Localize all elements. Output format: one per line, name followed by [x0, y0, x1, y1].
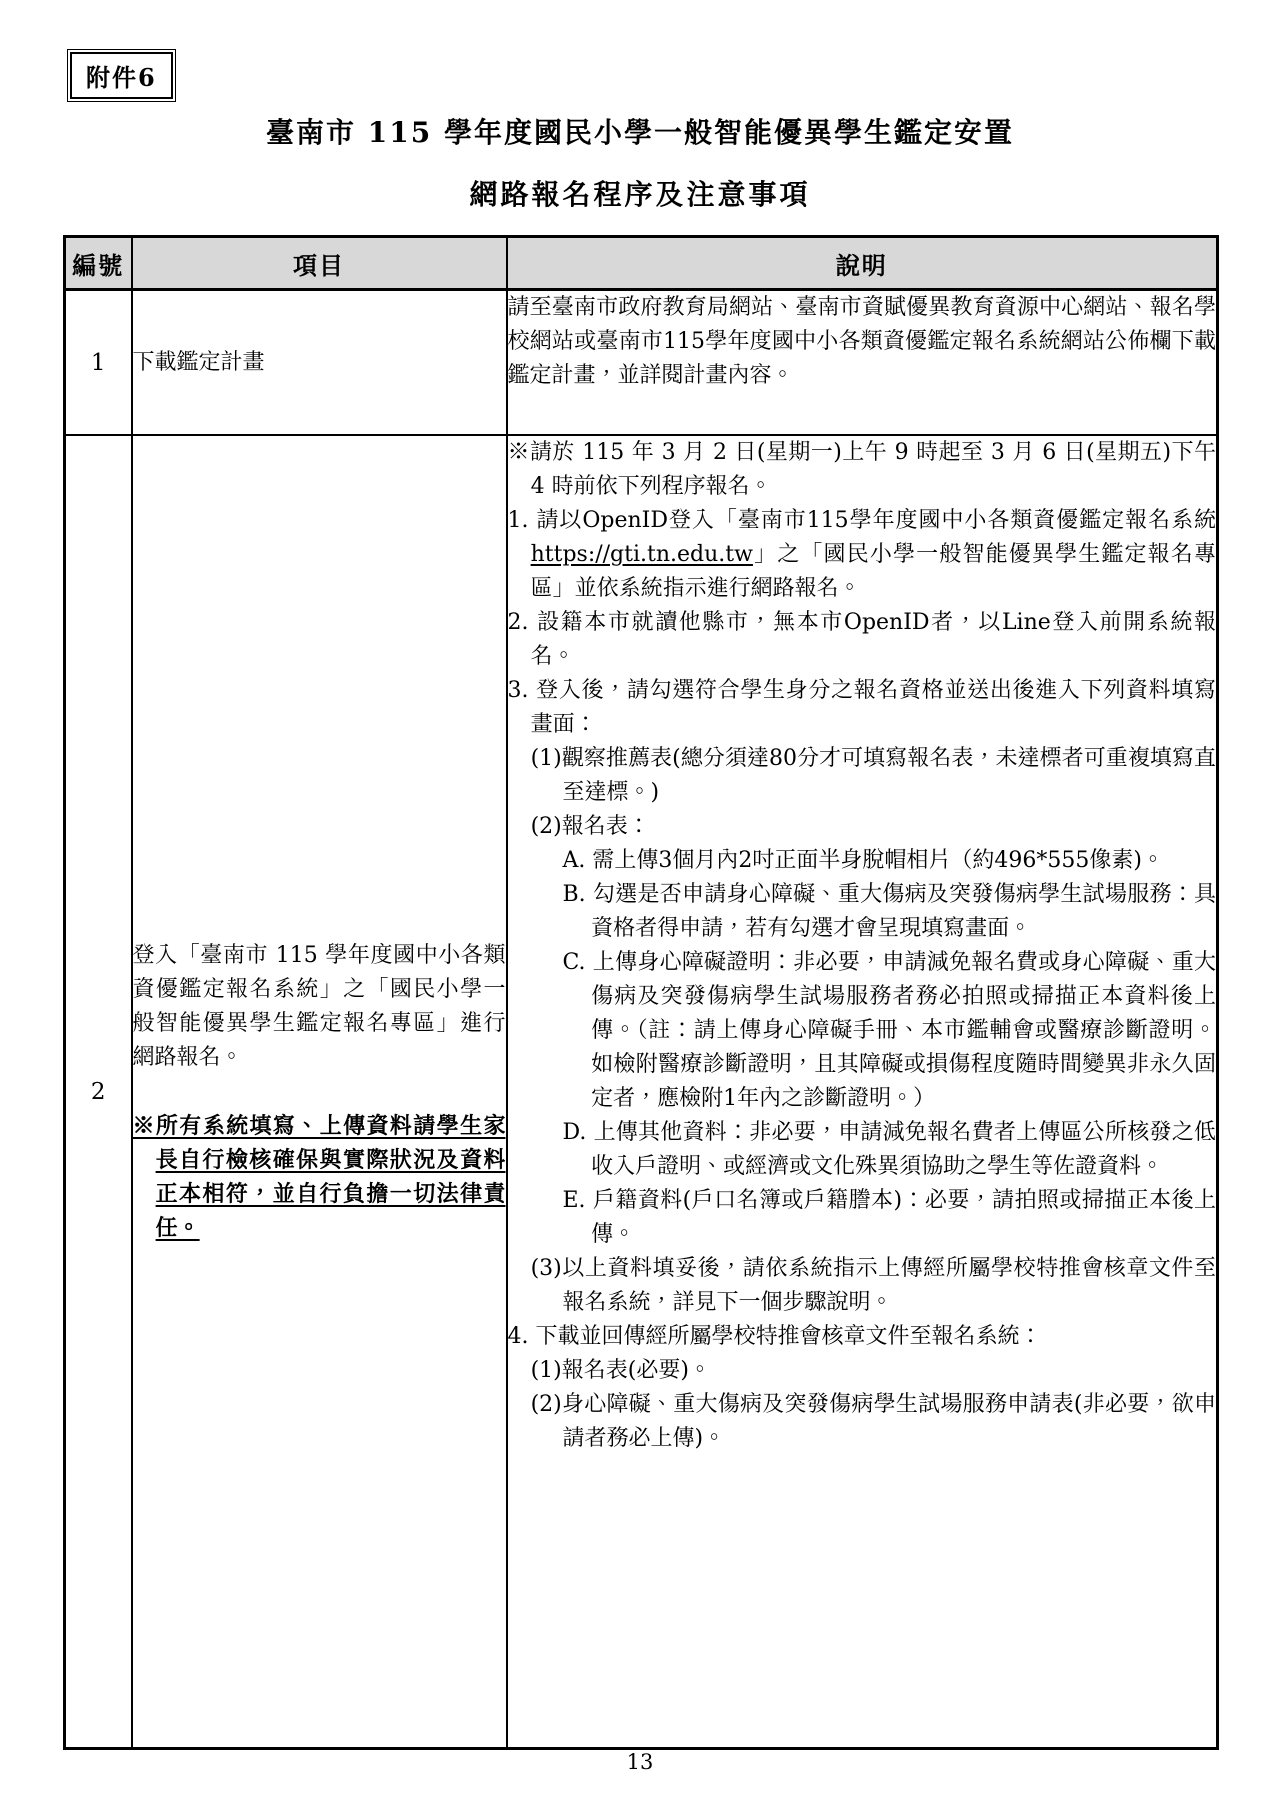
table-row: [65, 290, 1218, 436]
row-1-number: 1: [65, 290, 132, 436]
row-2-number: 2: [65, 435, 132, 1749]
description-paragraph: [563, 1184, 1217, 1252]
description-paragraph: [563, 844, 1217, 878]
description-paragraph: [508, 606, 1217, 674]
table-header-row: [65, 237, 1218, 290]
row-2-description: [507, 435, 1218, 1749]
row-1-description: [507, 290, 1218, 436]
text-run: (3)以上資料填妥後，請依系統指示上傳經所屬學校特推會核章文件至報名系統，詳見下一個步驟說明。: [530, 1256, 1216, 1315]
column-header-item: 項目: [132, 237, 507, 290]
text-run: 3. 登入後，請勾選符合學生身分之報名資格並送出後進入下列資料填寫畫面：: [507, 678, 1216, 737]
text-run: (2)身心障礙、重大傷病及突發傷病學生試場服務申請表(非必要，欲申請者務必上傳)。: [530, 1392, 1216, 1451]
column-header-number: 編號: [65, 237, 132, 290]
description-paragraph: [508, 674, 1217, 742]
description-paragraph: [531, 810, 1216, 844]
description-paragraph: [563, 946, 1217, 1116]
text-run: D. 上傳其他資料：非必要，申請減免報名費者上傳區公所核發之低收入戶證明、或經濟或文化殊異須協助之學生等佐證資料。: [562, 1120, 1216, 1179]
text-run: 4. 下載並回傳經所屬學校特推會核章文件至報名系統：: [507, 1324, 1042, 1349]
text-run: 下載鑑定計畫: [132, 349, 265, 375]
text-run: ※所有系統填寫、上傳資料請學生家長自行檢核確保與實際狀況及資料正本相符，並自行負擔一切法律責任。: [132, 1112, 506, 1241]
description-paragraph: [508, 504, 1217, 606]
description-paragraph: [508, 1320, 1217, 1354]
row-2-item: [132, 435, 507, 1749]
description-paragraph: [508, 291, 1217, 393]
text-run: C. 上傳身心障礙證明：非必要，申請減免報名費或身心障礙、重大傷病及突發傷病學生試場服務者務必拍照或掃描正本資料後上傳。（註：請上傳身心障礙手冊、本市鑑輔會或醫療診斷證明。如檢附醫療診斷證明，且其障礙或損傷程度隨時間變異非永久固定者，應檢附1年內之診斷證明。）: [562, 950, 1216, 1111]
text-run: 請至臺南市政府教育局網站、臺南市資賦優異教育資源中心網站、報名學校網站或臺南市115學年度國中小各類資優鑑定報名系統網站公佈欄下載鑑定計畫，並詳閱計畫內容。: [507, 295, 1216, 388]
text-run: (1)報名表(必要)。: [530, 1358, 711, 1383]
page-number: 13: [626, 1750, 654, 1774]
description-paragraph: [133, 1109, 506, 1245]
text-run: ※請於 115 年 3 月 2 日(星期一)上午 9 時起至 3 月 6 日(星期五)下午 4 時前依下列程序報名。: [507, 440, 1216, 499]
text-run: (1)觀察推薦表(總分須達80分才可填寫報名表，未達標者可重複填寫直至達標。): [530, 746, 1216, 805]
description-paragraph: [531, 1354, 1216, 1388]
text-run: 登入「臺南市 115 學年度國中小各類資優鑑定報名系統」之「國民小學一般智能優異學生鑑定報名專區」進行網路報名。: [132, 942, 506, 1070]
document-title: 臺南市 115 學年度國民小學一般智能優異學生鑑定安置: [266, 116, 1014, 149]
text-run: 」之「國民小學一般智能優異學生鑑定報名專區」並依系統指示進行網路報名。: [530, 542, 1216, 601]
text-run: B. 勾選是否申請身心障礙、重大傷病及突發傷病學生試場服務：具資格者得申請，若有勾選才會呈現填寫畫面。: [562, 882, 1216, 941]
attachment-label: 附件6: [70, 52, 173, 99]
description-paragraph: [508, 436, 1217, 504]
row-1-item: [132, 290, 507, 436]
text-run: 1. 請以OpenID登入「臺南市115學年度國中小各類資優鑑定報名系統: [507, 508, 1216, 533]
document-subtitle: 網路報名程序及注意事項: [469, 178, 811, 211]
table-row: [65, 435, 1218, 1749]
description-paragraph: [133, 346, 506, 380]
procedures-table: [63, 235, 1219, 1750]
text-run: (2)報名表：: [530, 814, 650, 839]
column-header-description: 說明: [507, 237, 1218, 290]
description-paragraph: [133, 939, 506, 1075]
text-run: 2. 設籍本市就讀他縣市，無本市OpenID者，以Line登入前開系統報名。: [507, 610, 1216, 669]
registration-system-link[interactable]: https://gti.tn.edu.tw: [530, 542, 753, 567]
description-paragraph: [531, 742, 1216, 810]
text-run: A. 需上傳3個月內2吋正面半身脫帽相片（約496*555像素)。: [562, 848, 1164, 873]
description-paragraph: [531, 1388, 1216, 1456]
text-run: E. 戶籍資料(戶口名簿或戶籍謄本)：必要，請拍照或掃描正本後上傳。: [562, 1188, 1216, 1247]
description-paragraph: [563, 878, 1217, 946]
description-paragraph: [563, 1116, 1217, 1184]
description-paragraph: [531, 1252, 1216, 1320]
